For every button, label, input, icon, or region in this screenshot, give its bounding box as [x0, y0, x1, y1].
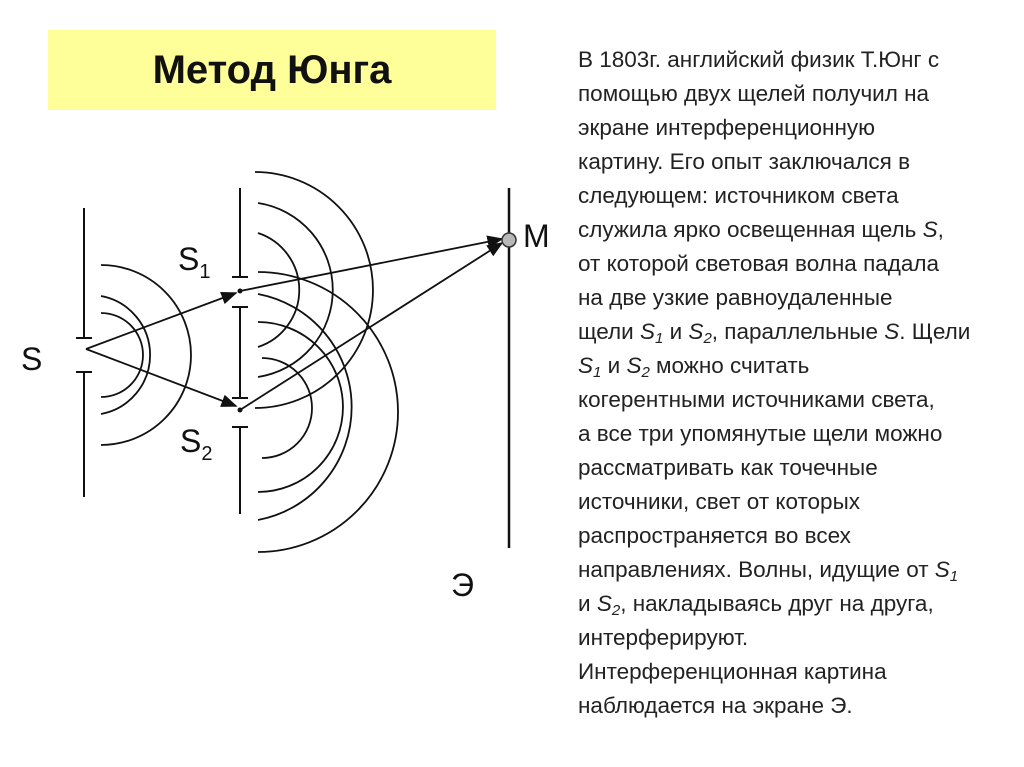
description-line: а все три упомянутые щели можно: [578, 421, 943, 446]
description-line: рассматривать как точечные: [578, 455, 878, 480]
description-line: интерферируют.: [578, 625, 749, 650]
screen-label: Э: [451, 567, 474, 603]
description-line: на две узкие равноудаленные: [578, 285, 893, 310]
description-line: когерентными источниками света,: [578, 387, 935, 412]
slit-s2-label: $S_2$: [180, 423, 213, 465]
description-line: служила ярко освещенная щель S,: [578, 217, 944, 242]
description-line: распространяется во всех: [578, 523, 851, 548]
second-screen: [232, 188, 248, 514]
description-line: и $S_2$, накладываясь друг на друга,: [578, 591, 934, 619]
description-line: помощью двух щелей получил на: [578, 81, 930, 106]
description-line: экране интерференционную: [578, 115, 876, 140]
point-m-label: M: [523, 218, 550, 254]
description-line: В 1803г. английский физик Т.Юнг с: [578, 47, 940, 72]
description-line: щели $S_1$ и $S_2$, параллельные S. Щели: [578, 319, 971, 347]
description-line: следующем: источником света: [578, 183, 899, 208]
description-line: направлениях. Волны, идущие от $S_1$: [578, 557, 959, 585]
description-text: [578, 43, 1024, 723]
description-line: Интерференционная картина: [578, 659, 887, 684]
slit-s1-point: [238, 289, 243, 294]
description-line: наблюдается на экране Э.: [578, 693, 853, 718]
source-label: S: [21, 341, 43, 377]
description-line: источники, свет от которых: [578, 489, 860, 514]
page-title: Метод Юнга: [152, 47, 392, 92]
waves-from-s: [101, 265, 191, 445]
first-screen: [76, 208, 92, 497]
point-m-marker: [502, 233, 516, 247]
slit-s1-label: $S_1$: [178, 241, 211, 283]
description-line: $S_1$ и $S_2$ можно считать: [578, 353, 810, 381]
waves-from-s2: [258, 272, 398, 552]
description-line: картину. Его опыт заключался в: [578, 149, 911, 174]
waves-from-s1: [255, 172, 373, 408]
description-line: от которой световая волна падала: [578, 251, 940, 276]
slit-s2-point: [238, 408, 243, 413]
